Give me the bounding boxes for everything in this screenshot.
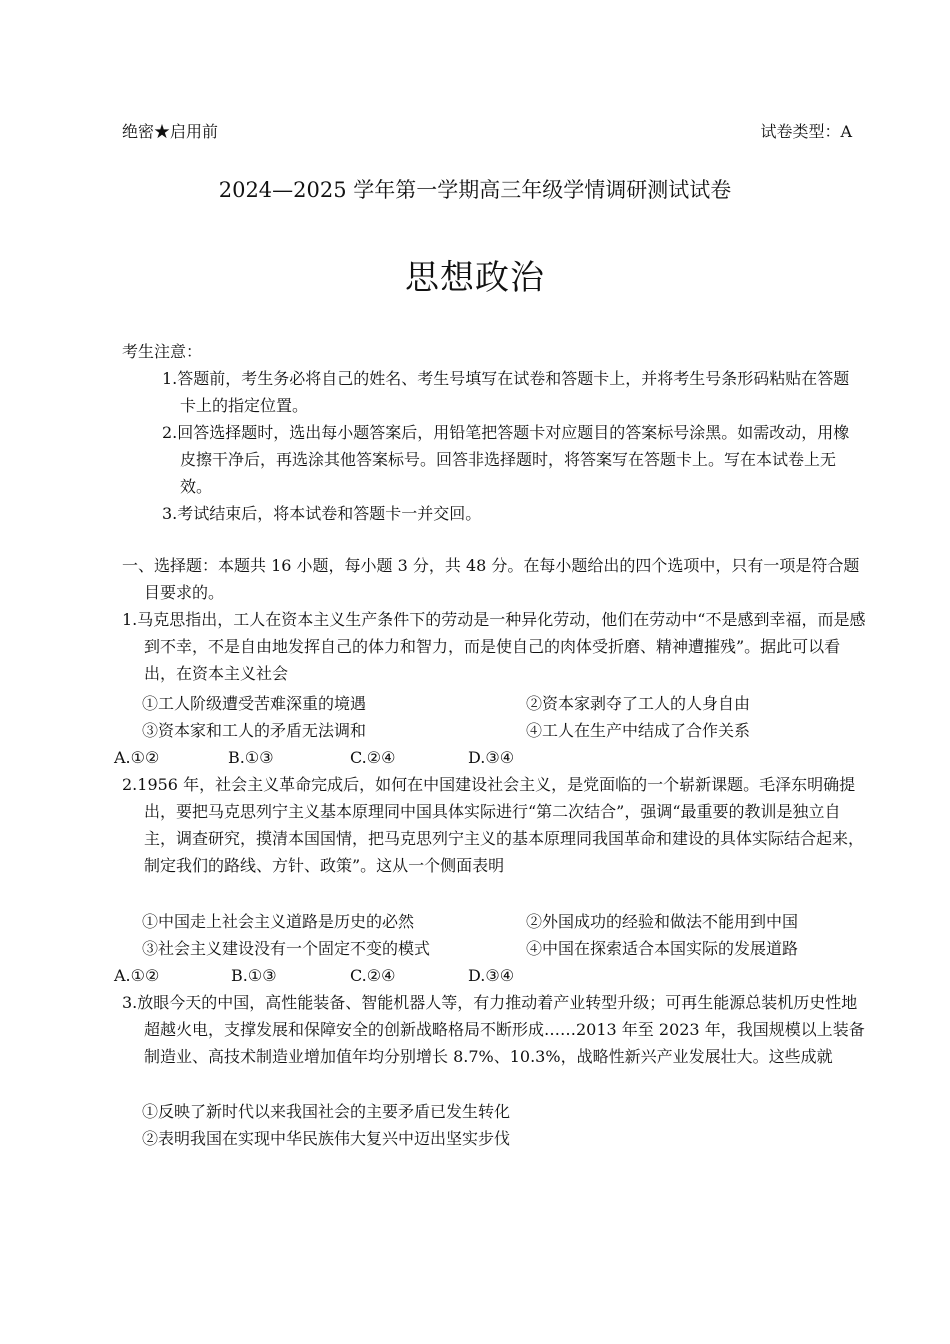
q1-answer-c: C.②④ — [350, 748, 396, 767]
subject-title: 思想政治 — [405, 258, 545, 298]
notice-label: 考生注意： — [122, 342, 203, 361]
q2-option-1: ①中国走上社会主义道路是历史的必然 — [142, 912, 415, 931]
q1-option-2: ②资本家剥夺了工人的人身自由 — [526, 694, 751, 713]
q2-answer-b: B.①③ — [231, 966, 277, 985]
notice-item: 2.回答选择题时，选出每小题答案后，用铅笔把答题卡对应题目的答案标号涂黑。如需改动，用橡皮擦干净后，再选涂其他答案标号。回答非选择题时，将答案写在答题卡上。写在本试卷上无效。 — [162, 423, 850, 496]
q2-answer-d: D.③④ — [468, 966, 515, 985]
notice-item: 3.考试结束后，将本试卷和答题卡一并交回。 — [162, 504, 482, 523]
q1-answer-a: A.①② — [114, 748, 160, 767]
q3-option-1: ①反映了新时代以来我国社会的主要矛盾已发生转化 — [142, 1102, 511, 1121]
notice-item: 1.答题前，考生务必将自己的姓名、考生号填写在试卷和答题卡上，并将考生号条形码粘贴在答题卡上的指定位置。 — [162, 369, 850, 415]
confidential-mark: 绝密★启用前 — [122, 122, 219, 141]
exam-title: 2024—2025 学年第一学期高三年级学情调研测试试卷 — [218, 178, 732, 202]
question-3-stem: 3.放眼今天的中国，高性能装备、智能机器人等，有力推动着产业转型升级；可再生能源总装机历史性地超越火电，支撑发展和保障安全的创新战略格局不断形成……2013 年至 2023 年，我国规模以上装备制造业、高技术制造业增加值年均分别增长 8.7%、10.3%，战略性新兴产业发展壮大。这些成就 — [122, 993, 865, 1066]
question-1-stem: 1.马克思指出，工人在资本主义生产条件下的劳动是一种异化劳动，他们在劳动中“不是感到幸福，而是感到不幸，不是自由地发挥自己的体力和智力，而是使自己的肉体受折磨、精神遭摧残”。据此可以看出，在资本主义社会 — [122, 610, 866, 683]
q1-answer-b: B.①③ — [228, 748, 274, 767]
q3-option-2: ②表明我国在实现中华民族伟大复兴中迈出坚实步伐 — [142, 1129, 511, 1148]
q2-answer-c: C.②④ — [350, 966, 396, 985]
q2-option-2: ②外国成功的经验和做法不能用到中国 — [526, 912, 799, 931]
q2-option-4: ④中国在探索适合本国实际的发展道路 — [526, 939, 799, 958]
q1-option-3: ③资本家和工人的矛盾无法调和 — [142, 721, 367, 740]
q1-answer-d: D.③④ — [468, 748, 515, 767]
q1-option-1: ①工人阶级遭受苦难深重的境遇 — [142, 694, 367, 713]
section-heading: 一、选择题：本题共 16 小题，每小题 3 分，共 48 分。在每小题给出的四个选项中，只有一项是符合题目要求的。 — [122, 556, 860, 602]
q1-option-4: ④工人在生产中结成了合作关系 — [526, 721, 751, 740]
paper-type: 试卷类型：A — [760, 122, 852, 141]
q2-answer-a: A.①② — [114, 966, 160, 985]
q2-option-3: ③社会主义建设没有一个固定不变的模式 — [142, 939, 431, 958]
question-2-stem: 2.1956 年，社会主义革命完成后，如何在中国建设社会主义，是党面临的一个崭新课题。毛泽东明确提出，要把马克思列宁主义基本原理同中国具体实际进行“第二次结合”，强调“最重要的教训是独立自主，调查研究，摸清本国国情，把马克思列宁主义的基本原理同我国革命和建设的具体实际结合起来，制定我们的路线、方针、政策”。这从一个侧面表明 — [122, 775, 865, 875]
